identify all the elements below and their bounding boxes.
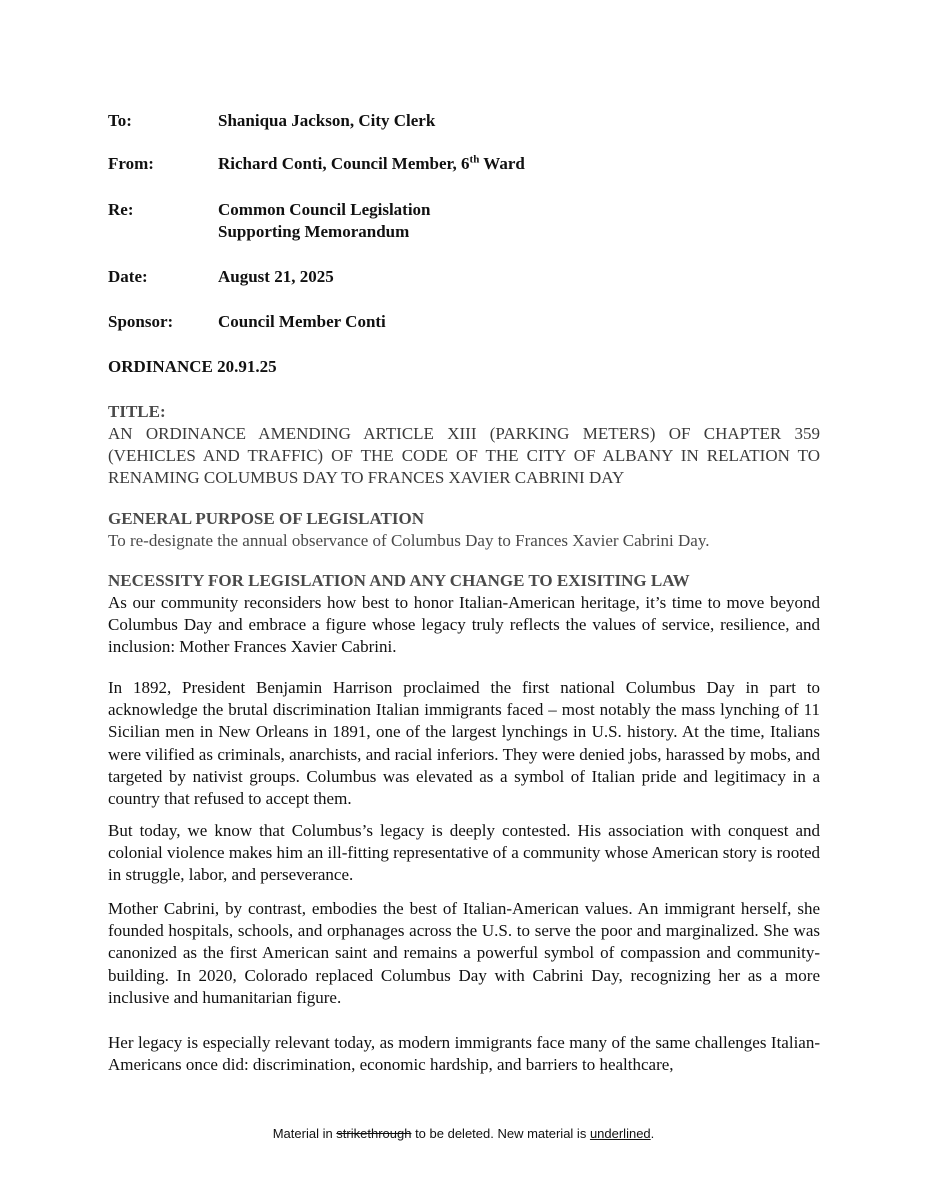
- from-value: [218, 153, 525, 175]
- from-value-main: Richard Conti, Council Member, 6: [218, 154, 470, 173]
- ordinance-number: ORDINANCE 20.91.25: [108, 357, 277, 376]
- paragraph-columbus-legacy: But today, we know that Columbus’s legacy is deeply contested. His association with conquest and colonial violence makes him an ill-fitting representative of a community whose American story is rooted in struggle, labor, and perseverance.: [108, 821, 820, 885]
- footer-middle: to be deleted. New material is: [411, 1126, 590, 1141]
- purpose-heading: GENERAL PURPOSE OF LEGISLATION: [108, 509, 424, 528]
- to-label: To:: [108, 111, 132, 130]
- footer-suffix: .: [650, 1126, 655, 1141]
- paragraph-immigrants: Her legacy is especially relevant today, as modern immigrants face many of the same challenges Italian-Americans once did: discrimination, economic hardship, and barriers to healthcare,: [108, 1033, 820, 1075]
- re-value-line1: Common Council Legislation: [218, 200, 431, 219]
- sponsor-label: Sponsor:: [108, 312, 174, 331]
- necessity-paragraph: As our community reconsiders how best to honor Italian-American heritage, it’s time to move beyond Columbus Day and embrace a figure whose legacy truly reflects the values of service, resilience, and inclusion: Mother Frances Xavier Cabrini.: [108, 593, 820, 657]
- purpose-text: To re-designate the annual observance of Columbus Day to Frances Xavier Cabrini Day.: [108, 531, 710, 550]
- from-label: From:: [108, 154, 154, 173]
- re-value-line2: Supporting Memorandum: [218, 222, 410, 241]
- paragraph-cabrini: Mother Cabrini, by contrast, embodies the best of Italian-American values. An immigrant herself, she founded hospitals, schools, and orphanages across the U.S. to serve the poor and marginalized. She was canonized as the first American saint and remains a powerful symbol of compassion and community-building. In 2020, Colorado replaced Columbus Day with Cabrini Day, recognizing her as a more inclusive and humanitarian figure.: [108, 899, 820, 1007]
- necessity-section: [108, 570, 820, 659]
- re-label: Re:: [108, 200, 134, 219]
- purpose-section: [108, 508, 820, 552]
- title-heading: TITLE:: [108, 402, 166, 421]
- footer-note: [0, 1126, 927, 1141]
- necessity-heading: NECESSITY FOR LEGISLATION AND ANY CHANGE TO EXISITING LAW: [108, 571, 690, 590]
- date-label: Date:: [108, 267, 148, 286]
- from-value-sup: th: [469, 153, 480, 166]
- footer-prefix: Material in: [272, 1126, 337, 1141]
- title-text: AN ORDINANCE AMENDING ARTICLE XIII (PARKING METERS) OF CHAPTER 359 (VEHICLES AND TRAFFIC) OF THE CODE OF THE CITY OF ALBANY IN RELATION TO RENAMING COLUMBUS DAY TO FRANCES XAVIER CABRINI DAY: [108, 424, 820, 487]
- paragraph-harrison: In 1892, President Benjamin Harrison proclaimed the first national Columbus Day in part to acknowledge the brutal discrimination Italian immigrants faced – most notably the mass lynching of 11 Sicilian men in New Orleans in 1891, one of the largest lynchings in U.S. history. At the time, Italians were vilified as criminals, anarchists, and racial inferiors. They were denied jobs, harassed by mobs, and targeted by nativist groups. Columbus was elevated as a symbol of Italian pride and legitimacy in a country that refused to accept them.: [108, 678, 820, 809]
- footer-strike-example: strikethrough: [336, 1126, 412, 1141]
- from-value-end: Ward: [479, 154, 525, 173]
- to-value: Shaniqua Jackson, City Clerk: [218, 111, 436, 130]
- date-value: August 21, 2025: [218, 267, 334, 286]
- footer-underline-example: underlined: [589, 1126, 651, 1141]
- title-section: [108, 401, 820, 489]
- sponsor-value: Council Member Conti: [218, 312, 386, 331]
